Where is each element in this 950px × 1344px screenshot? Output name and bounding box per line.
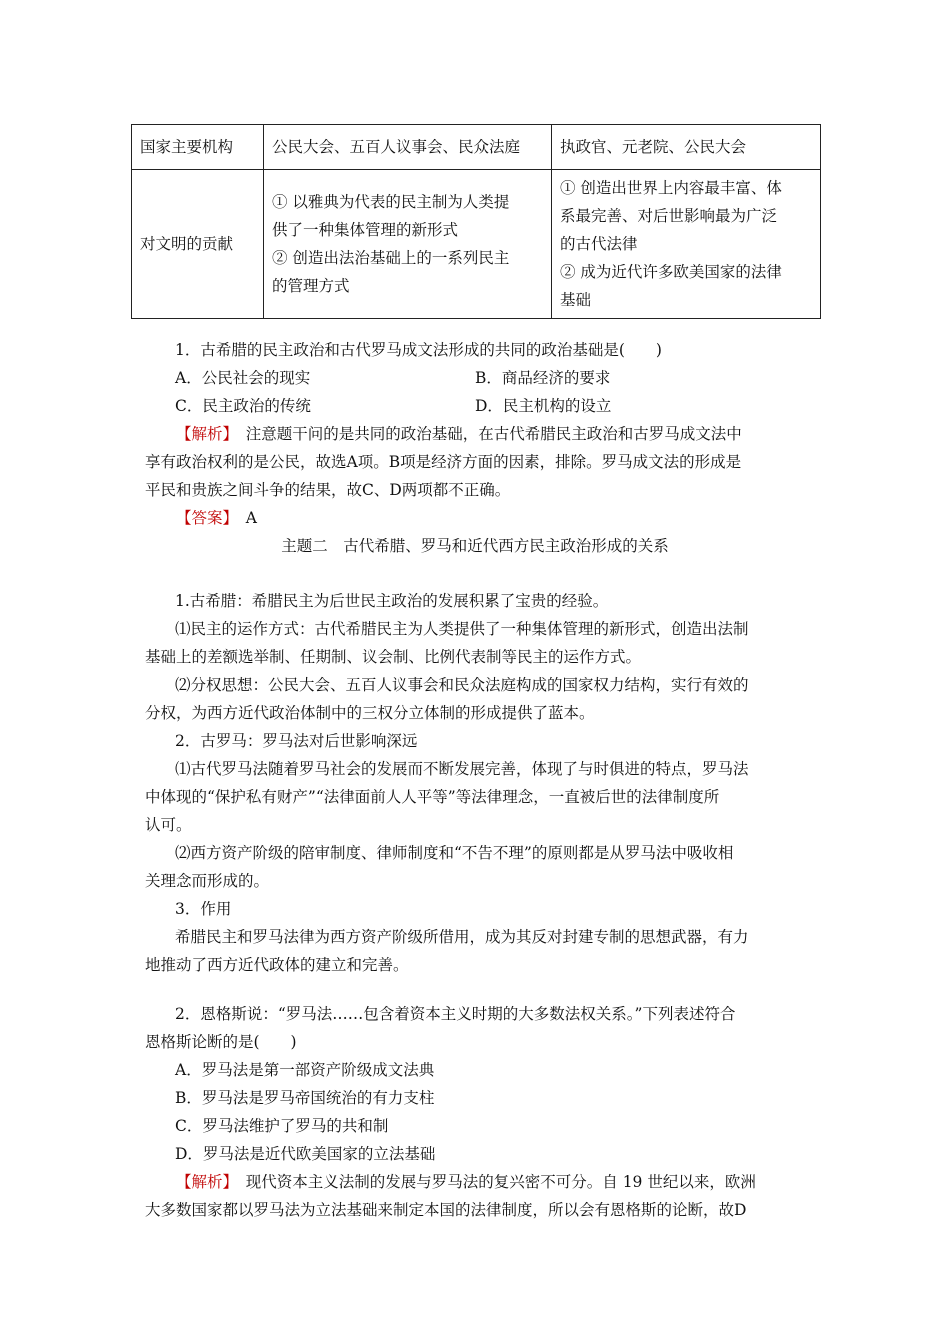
analysis-text: 现代资本主义法制的发展与罗马法的复兴密不可分。自 19 世纪以来，欧洲 (230, 1173, 756, 1191)
topic-paragraph-line: 3．作用 (175, 900, 232, 918)
analysis-text: 注意题干问的是共同的政治基础，在古代希腊民主政治和古罗马成文法中 (230, 425, 742, 443)
comparison-table (131, 124, 821, 319)
option-a: A．公民社会的现实 (175, 369, 311, 387)
options-row (145, 392, 805, 420)
option-d: D．罗马法是近代欧美国家的立法基础 (175, 1145, 436, 1163)
topic-body (145, 587, 805, 979)
topic-paragraph-line: 基础上的差额选举制、任期制、议会制、比例代表制等民主的运作方式。 (145, 648, 642, 666)
topic-paragraph-line: ⑴民主的运作方式：古代希腊民主为人类提供了一种集体管理的新形式，创造出法制 (175, 620, 749, 638)
greece-cell (264, 125, 552, 170)
analysis-line: 享有政治权利的是公民，故选A项。B项是经济方面的因素，排除。罗马成文法的形成是 (145, 453, 742, 471)
option-c: C．罗马法维护了罗马的共和制 (175, 1117, 389, 1135)
option-b: B．商品经济的要求 (475, 369, 611, 387)
cell-line: ② 成为近代许多欧美国家的法律 (560, 263, 782, 281)
topic-paragraph-line: ⑵西方资产阶级的陪审制度、律师制度和“不告不理”的原则都是从罗马法中吸收相 (175, 844, 734, 862)
greece-cell (264, 170, 552, 319)
answer-line (145, 504, 805, 532)
topic-paragraph-line: 地推动了西方近代政体的建立和完善。 (145, 956, 409, 974)
topic-paragraph-line: 2．古罗马：罗马法对后世影响深远 (175, 732, 418, 750)
cell-line: ② 创造出法治基础上的一系列民主 (272, 249, 510, 267)
topic-paragraph-line: 希腊民主和罗马法律为西方资产阶级所借用，成为其反对封建专制的思想武器，有力 (175, 928, 749, 946)
answer-value: A (230, 509, 257, 527)
table-row (132, 125, 821, 170)
analysis-line (145, 420, 805, 448)
cell-line: 的管理方式 (272, 277, 350, 295)
rome-cell (552, 125, 821, 170)
analysis-tag: 【解析】 (176, 425, 231, 443)
analysis-line: 大多数国家都以罗马法为立法基础来制定本国的法律制度，所以会有恩格斯的论断，故D (145, 1201, 747, 1219)
topic-paragraph-line: 1.古希腊：希腊民主为后世民主政治的发展积累了宝贵的经验。 (175, 592, 609, 610)
option-d: D．民主机构的设立 (475, 397, 612, 415)
question-2 (145, 1000, 805, 1224)
question-1 (145, 336, 805, 560)
cell-line: 供了一种集体管理的新形式 (272, 221, 459, 239)
topic-paragraph-line: 分权，为西方近代政治体制中的三权分立体制的形成提供了蓝本。 (145, 704, 595, 722)
cell-line: 公民大会、五百人议事会、民众法庭 (272, 138, 521, 156)
topic-paragraph-line: 中体现的“保护私有财产”“法律面前人人平等”等法律理念，一直被后世的法律制度所 (145, 788, 720, 806)
row-label: 对文明的贡献 (132, 170, 264, 319)
rome-cell (552, 170, 821, 319)
cell-line: 基础 (560, 291, 592, 309)
table-row (132, 170, 821, 319)
analysis-line: 平民和贵族之间斗争的结果，故C、D两项都不正确。 (145, 481, 511, 499)
question-stem: 2．恩格斯说：“罗马法……包含着资本主义时期的大多数法权关系。”下列表述符合 (175, 1005, 736, 1023)
analysis-line (145, 1168, 805, 1196)
question-stem: 恩格斯论断的是( ) (145, 1033, 297, 1051)
answer-tag: 【答案】 (176, 509, 231, 527)
cell-line: 执政官、元老院、公民大会 (560, 138, 747, 156)
topic-paragraph-line: ⑴古代罗马法随着罗马社会的发展而不断发展完善，体现了与时俱进的特点，罗马法 (175, 760, 749, 778)
cell-line: ① 以雅典为代表的民主制为人类提 (272, 193, 510, 211)
analysis-tag: 【解析】 (176, 1173, 231, 1191)
option-c: C．民主政治的传统 (175, 397, 311, 415)
question-stem: 1．古希腊的民主政治和古代罗马成文法形成的共同的政治基础是( ) (175, 341, 662, 359)
row-label: 国家主要机构 (132, 125, 264, 170)
cell-line: 的古代法律 (560, 235, 638, 253)
option-a: A．罗马法是第一部资产阶级成文法典 (175, 1061, 435, 1079)
cell-line: ① 创造出世界上内容最丰富、体 (560, 179, 782, 197)
topic-paragraph-line: 关理念而形成的。 (145, 872, 270, 890)
option-b: B．罗马法是罗马帝国统治的有力支柱 (175, 1089, 435, 1107)
options-row (145, 364, 805, 392)
topic-paragraph-line: 认可。 (145, 816, 192, 834)
cell-line: 系最完善、对后世影响最为广泛 (560, 207, 778, 225)
topic-paragraph-line: ⑵分权思想：公民大会、五百人议事会和民众法庭构成的国家权力结构，实行有效的 (175, 676, 749, 694)
topic-heading: 主题二 古代希腊、罗马和近代西方民主政治形成的关系 (281, 537, 669, 555)
